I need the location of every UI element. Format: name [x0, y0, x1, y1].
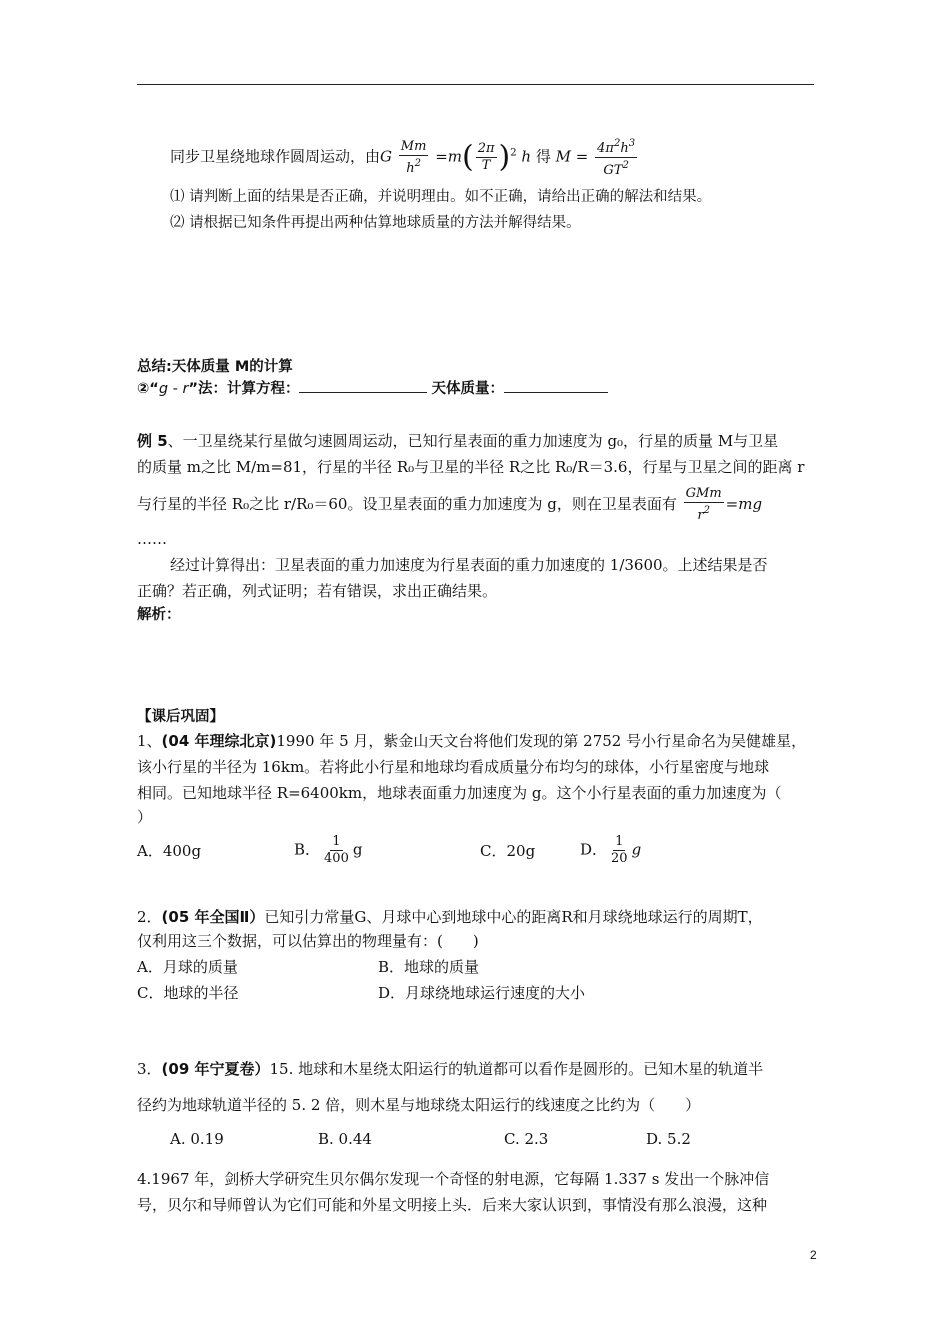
ex5-label: 例 5	[137, 432, 168, 450]
intro-equation-line: 同步卫星绕地球作圆周运动，由G $\frac{Mm}{h^2}$ =m( $\frac{2\pi}{T}$ )$^2$ h 得 M = $\frac{4\pi^2h^3}{GT^2}$	[170, 138, 636, 178]
q1-line4: ）	[137, 808, 153, 826]
q2-line1: 2．(05 年全国Ⅱ）已知引力常量G、月球中心到地球中心的距离R和月球绕地球运行的周期T，	[137, 908, 763, 926]
ex5-line2: 的质量 m之比 M/m=81，行星的半径 R₀与卫星的半径 R之比 R₀/R＝3.6，行星与卫星之间的距离 r	[137, 458, 805, 476]
ex5-dots: ……	[137, 530, 167, 548]
eq-h: h	[521, 147, 532, 166]
ex5-frac-gmm-r2: $\frac{\text{GMm}}{r^2}$	[685, 486, 722, 523]
eq-frac-2pi-T: $\frac{2\pi}{T}$	[477, 141, 495, 173]
blank-equation[interactable]	[299, 378, 427, 393]
summary-title: 总结:天体质量 M的计算	[137, 359, 293, 375]
q3-option-c[interactable]: C. 2.3	[504, 1130, 549, 1148]
eq-M: M =	[555, 147, 589, 166]
eq-equals-m: =m	[435, 147, 462, 166]
ex5-line3: 与行星的半径 R₀之比 r/R₀＝60。设卫星表面的重力加速度为 g，则在卫星表面有 $\frac{\text{GMm}}{r^2}$ =mg	[137, 486, 763, 523]
ex5-line6: 正确？若正确，列式证明；若有错误，求出正确结果。	[137, 582, 498, 600]
eq-frac-mm-h2: $\frac{Mm}{h^2}$	[400, 138, 427, 176]
blank-mass[interactable]	[504, 378, 608, 393]
q2-option-d[interactable]: D．月球绕地球运行速度的大小	[378, 984, 586, 1002]
intro-sub1: ⑴ 请判断上面的结果是否正确，并说明理由。如不正确，请给出正确的解法和结果。	[170, 189, 712, 205]
ex5-analysis: 解析：	[137, 607, 181, 623]
q3-line1: 3．(09 年宁夏卷）15. 地球和木星绕太阳运行的轨道都可以看作是圆形的。已知木星的轨道半	[137, 1060, 764, 1078]
summary-line2: ②“g - r”法：计算方程： 天体质量：	[137, 378, 608, 400]
q2-option-a[interactable]: A．月球的质量	[137, 958, 238, 976]
q2-option-b[interactable]: B．地球的质量	[378, 958, 480, 976]
q3-option-d[interactable]: D. 5.2	[646, 1130, 691, 1148]
q3-line2: 径约为地球轨道半径的 5. 2 倍，则木星与地球绕太阳运行的线速度之比约为（ ）	[137, 1096, 701, 1114]
eq-de: 得	[535, 147, 551, 166]
q1-option-a[interactable]: A．400g	[137, 842, 202, 860]
eq-G: G	[380, 147, 392, 166]
q4-line1: 4.1967 年，剑桥大学研究生贝尔偶尔发现一个奇怪的射电源，它每隔 1.337 s 发出一个脉冲信	[137, 1170, 770, 1188]
header-rule	[137, 84, 814, 85]
q1-option-c[interactable]: C．20g	[480, 842, 536, 860]
paren-left: (	[462, 139, 474, 175]
q3-option-a[interactable]: A. 0.19	[170, 1130, 224, 1148]
page-number: 2	[810, 1248, 817, 1262]
q2-line2: 仅利用这三个数据，可以估算出的物理量有：( )	[137, 932, 479, 950]
q4-line2: 号，贝尔和导师曾认为它们可能和外星文明接上头．后来大家认识到，事情没有那么浪漫，这种	[137, 1196, 768, 1214]
q1-option-b[interactable]: B． $\frac{1}{400}$ g	[294, 834, 363, 866]
q1-line1: 1、(04 年理综北京)1990 年 5 月，紫金山天文台将他们发现的第 2752 号小行星命名为吴健雄星，	[137, 732, 807, 750]
ex5-line5: 经过计算得出：卫星表面的重力加速度为行星表面的重力加速度的 1/3600。上述结果是否	[170, 556, 768, 574]
q1-line2: 该小行星的半径为 16km。若将此小行星和地球均看成质量分布均匀的球体，小行星密度与地球	[137, 758, 770, 776]
intro-sub2: ⑵ 请根据已知条件再提出两种估算地球质量的方法并解得结果。	[170, 215, 581, 231]
eq-frac-result: $\frac{4\pi^2h^3}{GT^2}$	[597, 138, 636, 178]
after-title: 【课后巩固】	[137, 709, 224, 725]
q3-option-b[interactable]: B. 0.44	[318, 1130, 372, 1148]
ex5-line1: 例 5、一卫星绕某行星做匀速圆周运动，已知行星表面的重力加速度为 g₀，行星的质量 M与卫星	[137, 432, 779, 450]
q1-line3: 相同。已知地球半径 R=6400km，地球表面重力加速度为 g。这个小行星表面的重力加速度为（	[137, 784, 782, 802]
paren-right: )	[498, 139, 511, 175]
q1-option-d[interactable]: D． $\frac{1}{20}$ g	[580, 834, 642, 866]
intro-lead: 同步卫星绕地球作圆周运动，由	[170, 147, 381, 166]
q2-option-c[interactable]: C．地球的半径	[137, 984, 239, 1002]
